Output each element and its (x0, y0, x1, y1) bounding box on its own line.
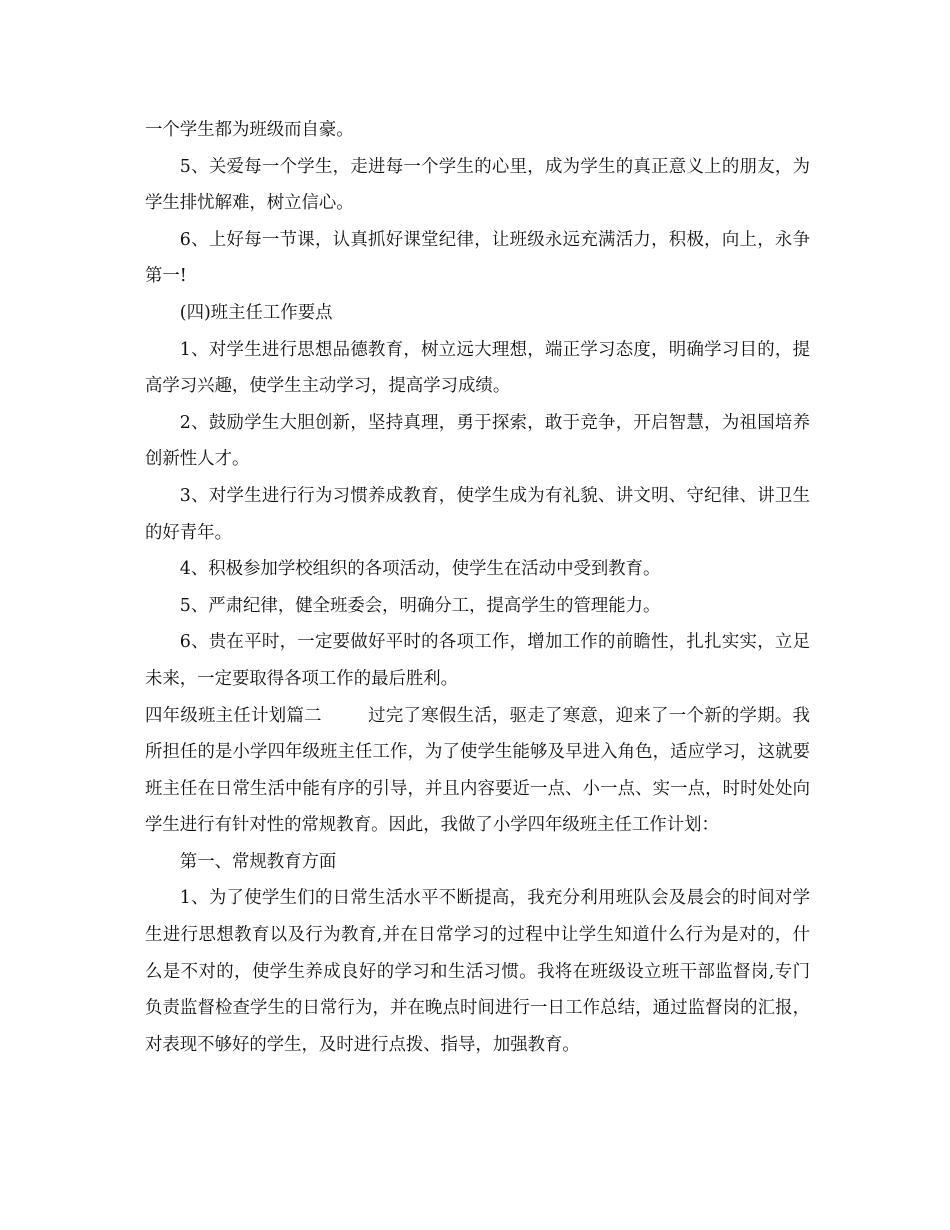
paragraph-continuation: 一个学生都为班级而自豪。 (145, 120, 354, 140)
paragraph-item-6-class: 6、上好每一节课，认真抓好课堂纪律，让班级永远充满活力，积极，向上，永争第一! (145, 229, 810, 287)
document-body (145, 112, 810, 1063)
paragraph-routine-1: 1、为了使学生们的日常生活水平不断提高，我充分利用班队会及晨会的时间对学生进行思想教育以及行为教育,并在日常学习的过程中让学生知道什么行为是对的，什么是不对的，使学生养成良好的学习和生活习惯。我将在班级设立班干部监督岗,专门负责监督检查学生的日常行为，并在晚点时间进行一日工作总结，通过监督岗的汇报，对表现不够好的学生，及时进行点拨、指导，加强教育。 (145, 888, 810, 1055)
paragraph-point-3: 3、对学生进行行为习惯养成教育，使学生成为有礼貌、讲文明、守纪律、讲卫生的好青年。 (145, 485, 810, 543)
section-heading-key-points: (四)班主任工作要点 (179, 302, 333, 323)
paragraph-point-1: 1、对学生进行思想品德教育，树立远大理想，端正学习态度，明确学习目的，提高学习兴趣，使学生主动学习，提高学习成绩。 (145, 339, 810, 397)
paragraph-point-4: 4、积极参加学校组织的各项活动，使学生在活动中受到教育。 (179, 559, 661, 580)
paragraph-item-5-care: 5、关爱每一个学生，走进每一个学生的心里，成为学生的真正意义上的朋友，为学生排忧解难，树立信心。 (145, 156, 810, 214)
paragraph-point-2: 2、鼓励学生大胆创新，坚持真理，勇于探索，敢于竞争，开启智慧，为祖国培养创新性人才。 (145, 412, 810, 470)
paragraph-plan-two (145, 698, 810, 844)
paragraph-point-6: 6、贵在平时，一定要做好平时的各项工作，增加工作的前瞻性，扎扎实实，立足未来，一定要取得各项工作的最后胜利。 (145, 632, 810, 689)
paragraph-point-5: 5、严肃纪律，健全班委会，明确分工，提高学生的管理能力。 (179, 595, 661, 616)
plan-two-intro: 过完了寒假生活，驱走了寒意，迎来了一个新的学期。我所担任的是小学四年级班主任工作，为了使学生能够及早进入角色，适应学习，这就要班主任在日常生活中能有序的引导，并且内容要近一点、小一点、实一点，时时处处向学生进行有针对性的常规教育。因此，我做了小学四年级班主任工作计划： (145, 705, 810, 836)
section-heading-routine-education: 第一、常规教育方面 (179, 851, 337, 872)
plan-two-title: 四年级班主任计划篇二 (145, 705, 322, 726)
